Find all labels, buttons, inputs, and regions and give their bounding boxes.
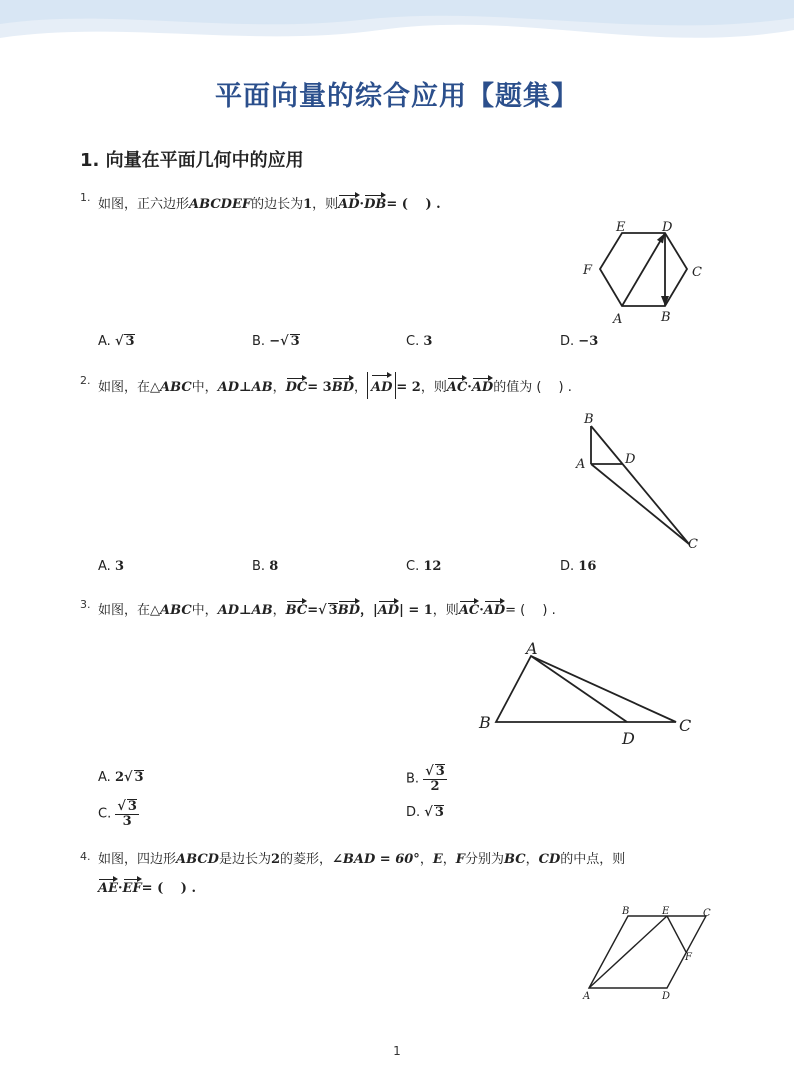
text-segment: ，: [353, 380, 367, 395]
sqrt-value: 3: [328, 603, 338, 618]
label-F: F: [583, 263, 593, 278]
label-C: C: [692, 265, 702, 280]
label-C: C: [703, 908, 711, 919]
option-a[interactable]: [98, 334, 135, 349]
option-letter: B.: [252, 559, 266, 574]
text-segment: 的中点，则: [560, 852, 626, 867]
question-3-text: [98, 598, 556, 618]
option-a[interactable]: [98, 559, 124, 574]
vector-AD: AD: [484, 598, 505, 618]
sqrt-value: 3: [434, 805, 444, 820]
option-letter: B.: [252, 334, 266, 349]
option-value: 12: [423, 559, 442, 574]
vector-DB: DB: [364, 192, 386, 212]
text-segment: 的菱形，: [280, 852, 333, 867]
label-B: B: [661, 310, 671, 325]
option-value: 8: [269, 559, 279, 574]
text-segment: 如图，在△: [98, 380, 160, 395]
math-segment: CD: [538, 852, 561, 867]
option-a[interactable]: [98, 770, 144, 785]
question-number: 3.: [80, 598, 91, 611]
label-A: A: [613, 312, 623, 327]
sqrt-value: 3: [290, 334, 300, 349]
option-letter: D.: [560, 559, 575, 574]
option-b[interactable]: [252, 334, 300, 349]
math-segment: = 3: [307, 380, 332, 395]
option-d[interactable]: [406, 805, 444, 820]
text-segment: ，则: [312, 197, 339, 212]
math-segment: = 2: [396, 380, 421, 395]
sqrt-value: 3: [127, 799, 137, 814]
text-segment: ，则: [432, 603, 459, 618]
math-segment: ABC: [160, 603, 192, 618]
sqrt-expression: √ 3: [318, 603, 338, 618]
magnitude-bars: [367, 372, 396, 399]
math-segment: F: [455, 852, 465, 867]
vector-AD: AD: [472, 375, 493, 395]
option-value: √ 3: [114, 334, 135, 349]
segment-BC: [591, 426, 689, 544]
dot-operator: ·: [467, 380, 472, 395]
math-segment: 1: [303, 197, 313, 212]
sqrt-value: 3: [125, 334, 135, 349]
label-D: D: [662, 991, 671, 1002]
option-value: 3: [114, 559, 124, 574]
dot-operator: ·: [359, 197, 365, 212]
option-letter: A.: [98, 559, 111, 574]
question-number: 1.: [80, 191, 91, 204]
option-letter: D.: [406, 805, 421, 820]
label-A: A: [576, 457, 586, 472]
vector-DC: DC: [286, 375, 308, 395]
numerator: √ 3: [117, 799, 137, 814]
label-A: A: [526, 639, 538, 658]
vector-AE: AE: [98, 876, 118, 896]
label-A: A: [583, 991, 591, 1002]
label-D: D: [622, 729, 635, 748]
triangle-ABC: [496, 656, 676, 722]
question-4-text-line1: [98, 848, 625, 867]
text-segment: ，: [442, 852, 456, 867]
option-value: −3: [578, 334, 599, 349]
math-segment: 2: [270, 852, 281, 867]
option-letter: A.: [98, 334, 111, 349]
coefficient: 2: [114, 770, 124, 785]
vector-AD: AD: [338, 192, 359, 212]
vector-BD: BD: [338, 598, 360, 618]
text-segment: ，: [272, 603, 286, 618]
page-title: 平面向量的综合应用【题集】: [215, 81, 579, 112]
denominator: 3: [122, 814, 132, 829]
option-value: −√ 3: [269, 334, 300, 349]
label-B: B: [622, 906, 630, 917]
label-C: C: [679, 716, 692, 735]
text-segment: 的值为 ( ) .: [493, 380, 572, 395]
option-d[interactable]: [560, 334, 598, 349]
text-segment: = ( ) .: [505, 603, 556, 618]
option-letter: D.: [560, 334, 575, 349]
dot-operator: ·: [479, 603, 484, 618]
option-d[interactable]: [560, 559, 596, 574]
fraction: [423, 764, 447, 794]
math-segment: ABCD: [176, 852, 219, 867]
math-segment: AD⊥AB: [217, 603, 273, 618]
option-value: 2√ 3: [114, 770, 144, 785]
math-segment: ABC: [160, 380, 192, 395]
triangle-figure-2: [570, 406, 710, 556]
header-wave-decoration: [0, 0, 794, 60]
label-E: E: [616, 220, 626, 235]
option-letter: B.: [406, 771, 420, 787]
math-segment: ，|: [359, 603, 378, 618]
option-letter: C.: [98, 806, 112, 822]
option-letter: C.: [406, 559, 420, 574]
section-heading: 1. 向量在平面几何中的应用: [80, 150, 304, 171]
label-F: F: [685, 952, 692, 963]
label-B: B: [479, 713, 491, 732]
text-segment: ，: [525, 852, 539, 867]
text-segment: ，则: [420, 380, 447, 395]
triangle-figure-3: [470, 636, 710, 751]
option-b[interactable]: [252, 559, 278, 574]
math-segment: =: [307, 603, 319, 618]
text-segment: 如图，在△: [98, 603, 160, 618]
option-letter: C.: [406, 334, 420, 349]
vector-AC: AC: [459, 598, 479, 618]
option-b[interactable]: [406, 764, 447, 794]
sqrt-value: 3: [435, 764, 445, 779]
text-segment: 如图，四边形: [98, 852, 177, 867]
option-letter: A.: [98, 770, 111, 785]
label-C: C: [688, 537, 698, 552]
segment-EF: [667, 916, 686, 952]
text-segment: 分别为: [465, 852, 505, 867]
math-segment: ABCDEF: [189, 197, 252, 212]
label-D: D: [662, 220, 673, 235]
numerator: √ 3: [425, 764, 445, 779]
option-c[interactable]: [406, 334, 432, 349]
page-number: 1: [393, 1044, 401, 1058]
math-segment: AD⊥AB: [217, 380, 273, 395]
math-segment: BC: [504, 852, 526, 867]
hexagon-figure: [575, 212, 715, 327]
math-segment: ∠BAD = 60°: [332, 852, 420, 867]
text-segment: ，: [419, 852, 433, 867]
label-B: B: [584, 412, 594, 427]
option-c[interactable]: [98, 799, 139, 829]
text-segment: 中，: [191, 380, 218, 395]
vector-EF: EF: [123, 876, 142, 896]
dot-operator: ·: [118, 881, 123, 896]
option-value: 16: [578, 559, 597, 574]
segment-AD: [622, 233, 665, 306]
text-segment: 的边长为: [251, 197, 304, 212]
text-segment: 如图，正六边形: [98, 197, 190, 212]
question-4-text-line2: [98, 876, 196, 896]
question-2-text: [98, 372, 572, 399]
math-segment: = ( ) .: [141, 881, 196, 896]
label-D: D: [625, 452, 636, 467]
vector-AD: AD: [378, 598, 399, 618]
minus-sign: −: [269, 334, 281, 349]
question-1-text: [98, 192, 441, 212]
option-value: √ 3: [424, 805, 444, 820]
vector-BD: BD: [332, 375, 354, 395]
vector-AD: AD: [371, 372, 392, 399]
segment-AE: [589, 916, 667, 988]
rhombus-figure: [578, 902, 728, 1007]
fraction: [115, 799, 139, 829]
text-segment: 是边长为: [218, 852, 271, 867]
vector-BC: BC: [286, 598, 308, 618]
label-E: E: [662, 906, 670, 917]
segment-AC: [591, 464, 689, 544]
question-number: 4.: [80, 850, 91, 863]
denominator: 2: [430, 779, 440, 794]
option-c[interactable]: [406, 559, 441, 574]
text-segment: ，: [272, 380, 286, 395]
option-value: 3: [423, 334, 433, 349]
question-number: 2.: [80, 374, 91, 387]
segment-AD: [531, 656, 627, 722]
text-segment: = ( ) .: [386, 197, 441, 212]
text-segment: 中，: [191, 603, 218, 618]
math-segment: | = 1: [399, 603, 433, 618]
vector-AC: AC: [447, 375, 467, 395]
math-segment: E: [432, 852, 443, 867]
sqrt-value: 3: [134, 770, 144, 785]
